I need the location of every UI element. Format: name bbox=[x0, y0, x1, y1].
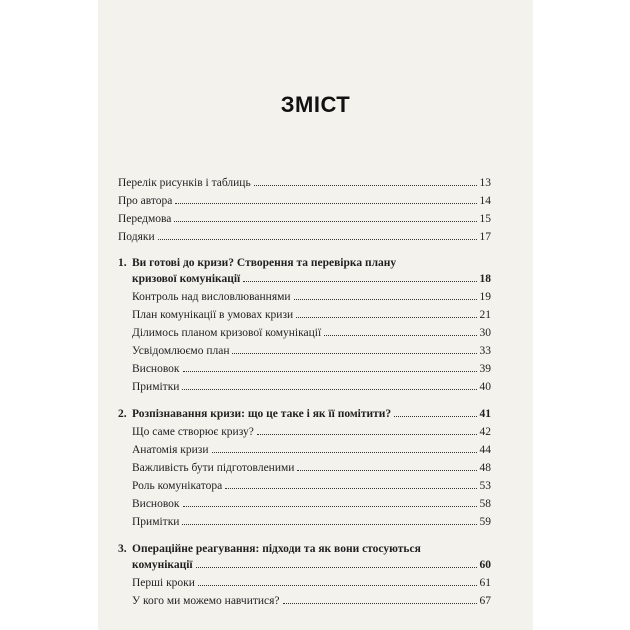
page-title: ЗМІСТ bbox=[280, 92, 351, 117]
chapter-title-line: 2. Розпізнавання кризи: що це таке і як її помітити? 41 bbox=[118, 408, 491, 420]
toc-entry: Анатомія кризи 44 bbox=[132, 444, 491, 456]
toc-entry: Перші кроки 61 bbox=[132, 577, 491, 589]
chapter-number: 1. bbox=[118, 257, 127, 269]
toc-entry: Передмова 15 bbox=[118, 213, 491, 225]
toc-entry: Контроль над висловлюваннями 19 bbox=[132, 291, 491, 303]
toc-entry: Що саме створює кризу? 42 bbox=[132, 426, 491, 438]
toc-entry: Подяки 17 bbox=[118, 231, 491, 243]
toc-entry: Висновок 39 bbox=[132, 363, 491, 375]
toc-entry: У кого ми можемо навчитися? 67 bbox=[132, 595, 491, 607]
toc-entry: Ділимось планом кризової комунікації 30 bbox=[132, 327, 491, 339]
chapter-title: Операційне реагування: підходи та як вони стосуються bbox=[132, 543, 421, 555]
toc-entry: Висновок 58 bbox=[132, 498, 491, 510]
chapter-title-line: комунікації 60 bbox=[132, 559, 491, 571]
toc-entry: Роль комунікатора 53 bbox=[132, 480, 491, 492]
book-page bbox=[98, 0, 533, 630]
toc-entry: Усвідомлюємо план 33 bbox=[132, 345, 491, 357]
toc-entry: План комунікації в умовах кризи 21 bbox=[132, 309, 491, 321]
chapter-number: 3. bbox=[118, 543, 127, 555]
toc-entry: Примітки 40 bbox=[132, 381, 491, 393]
toc-entry: Про автора 14 bbox=[118, 195, 491, 207]
chapter-title: Ви готові до кризи? Створення та перевірка плану bbox=[132, 257, 397, 269]
toc-entry: Перелік рисунків і таблиць 13 bbox=[118, 177, 491, 189]
toc-entry: Примітки 59 bbox=[132, 516, 491, 528]
chapter-title-line: кризової комунікації 18 bbox=[132, 273, 491, 285]
toc-entry: Важливість бути підготовленими 48 bbox=[132, 462, 491, 474]
